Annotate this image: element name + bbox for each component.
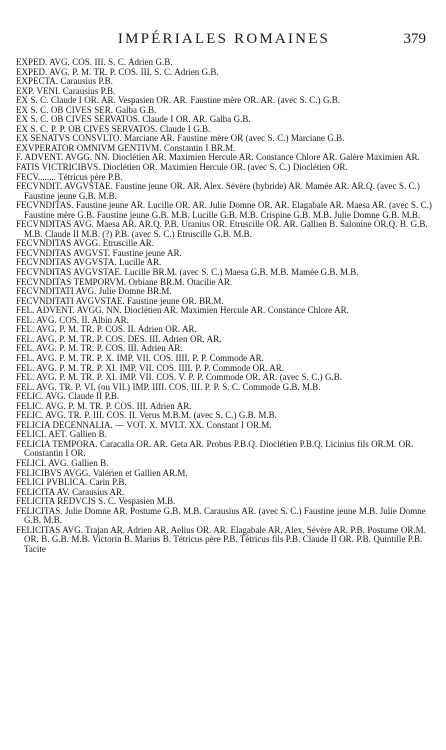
legend-entry: EX S. C. OB CIVES SERVATOS. Claude I OR. AR. Galba G.B.: [16, 114, 251, 125]
legend-entry: FECVNDITATI AVG. Julie Domne BR.M.: [16, 286, 172, 297]
legend-entry: FEL. AVG. COS. II. Albin AR.: [16, 314, 129, 325]
legend-entry: FECVNDITAS AVGG. Etruscille AR.: [16, 238, 154, 249]
legend-entry: FECVNDITAS. Faustine jeune AR. Lucille OR. AR. Julie Domne OR. AR. Elagabale AR. Maesa AR. (avec S. C.) Faustine mère G.B. Faustine jeune G.B. M.B. Lucille G.B. M.B. Crispine G.B. M.B. Julie Domne G.B. M.B.: [16, 200, 432, 220]
legend-entry: EXPECTA. Carausius P.B.: [16, 76, 113, 87]
legend-entry: FELICIBVS AVGG. Valérien et Gallien AR.M.: [16, 467, 188, 478]
legend-entry: FELICITA AV. Carausius AR.: [16, 486, 125, 497]
legend-entry: FECVNDITAS AVGVSTA. Lucille AR.: [16, 257, 162, 268]
legend-entry: FEL. AVG. P. M. TR. P. COS. III. Adrien AR.: [16, 343, 183, 354]
page-number: 379: [403, 31, 426, 47]
legend-entry: FECVNDIT. AVGVSTAE. Faustine jeune OR. AR. Alex. Sévère (hybride) AR. Mamée AR. AR.Q. (avec S. C.) Faustine jeune G.B. M.B.: [16, 181, 420, 201]
legend-entry: FECVNDITATI AVGVSTAE. Faustine jeune OR. BR.M.: [16, 295, 224, 306]
legend-entry: EX S. C. OB CIVES SER. Galba G.B.: [16, 104, 157, 115]
legend-entry: FELICITA REDVCIS S. C. Vespasien M.B.: [16, 496, 176, 507]
legend-entry: FECV........ Tétricus père P.B.: [16, 171, 123, 182]
legend-entry: FECVNDITAS AVGVSTAE. Lucille BR.M. (avec S. C.) Maesa G.B. M.B. Mamée G.B. M.B.: [16, 267, 359, 278]
legend-entry: FEL. AVG. P. M. TR. P. XI. IMP. VII. COS. V. P. P. Commode OR. AR. (avec S. C.) G.B.: [16, 372, 343, 383]
legend-entry: F. ADVENT. AVGG. NN. Dioclétien AR. Maximien Hercule AR. Constance Chlore AR. Galère Maximien AR.: [16, 152, 420, 163]
legend-entry: FEL. AVG. TR. P. VI. (ou VII.) IMP. IIII. COS. III. P. P. S. C. Commode G.B. M.B.: [16, 381, 321, 392]
legend-entry: FEL. AVG. P. M. TR. P. XI. IMP. VII. COS. IIII. P. P. Commode OR. AR.: [16, 362, 285, 373]
legend-entry: FELICI PVBLICA. Carin P.B.: [16, 477, 127, 488]
legend-entry: FELICI. AVG. Gallien B.: [16, 457, 109, 468]
legend-entry: FELIC. AVG. P. M. TR. P. COS. III. Adrien AR.: [16, 400, 192, 411]
legend-entry: FEL. AVG. P. M. TR. P. X. IMP. VII. COS. IIII. P. P. Commode AR.: [16, 352, 264, 363]
entry-list: [16, 58, 432, 554]
legend-entry: FEL. AVG. P. M. TR. P. COS. DES. III. Adrien OR. AR.: [16, 333, 222, 344]
running-title: IMPÉRIALES ROMAINES: [117, 31, 331, 47]
legend-entry: EX S. C. P. P. OB CIVES SERVATOS. Claude I G.B.: [16, 123, 211, 134]
legend-entry: EXPED. AVG. COS. III. S. C. Adrien G.B.: [16, 57, 173, 67]
legend-entry: FEL. AVG. P. M. TR. P. COS. II. Adrien OR. AR.: [16, 324, 197, 335]
legend-entry: FELICI. AET. Gallien B.: [16, 429, 107, 440]
legend-entry: EXP. VENI. Carausius P.B.: [16, 85, 116, 96]
legend-entry: FECVNDITAS TEMPORVM. Orbiane BR.M. Otacilie AR.: [16, 276, 233, 287]
legend-entry: EX S. C. Claude I OR. AR. Vespasien OR. AR. Faustine mère OR. AR. (avec S. C.) G.B.: [16, 95, 340, 106]
legend-entry: FELICIA TEMPORA. Caracalla OR. AR. Geta AR. Probus P.B.Q. Dioclétien P.B.Q. Licinius fils OR.M. OR. Constantin I OR.: [16, 438, 414, 459]
legend-entry: FELICITAS AVG. Trajan AR. Adrien AR. Aelius OR. AR. Elagabale AR. Alex. Sévère AR. P.B. Postume OR.M. OR. B. G.B. M.B. Victorin B. Marius B. Tétricus père P.B. Tétricus fils P.B. Claude II OR. P.B. Quintille P.B. Tacite: [16, 524, 426, 554]
legend-entry: EXPED. AVG. P. M. TR. P. COS. III. S. C. Adrien G.B.: [16, 66, 219, 77]
legend-entry: FEL. ADVENT. AVGG. NN. Dioclétien AR. Maximien Hercule AR. Constance Chlore AR.: [16, 305, 349, 316]
legend-entry: FELIC. AVG. Claude II P.B.: [16, 391, 120, 402]
legend-entry: FECVNDITAS AVG. Maesa AR. AR.Q. P.B. Uranius OR. Etruscille OR. AR. Gallien B. Salonine OR.Q. B. G.B. M.B. Claude II M.B. (?) P.B. (avec S. C.) Etruscille G.B. M.B.: [16, 219, 428, 239]
legend-entry: FATIS VICTRICIBVS. Dioclétien OR. Maximien Hercule OR. (avec S. C.) Dioclétien OR.: [16, 162, 348, 173]
legend-entry: FECVNDITAS AVGVST. Faustine jeune AR.: [16, 247, 182, 258]
legend-entry: EX SENATVS CONSVLTO. Marciane AR. Faustine mère OR (avec S. C.) Marciane G.B.: [16, 133, 345, 144]
legend-entry: EXVPERATOR OMNIVM GENTIVM. Constantin I BR.M.: [16, 142, 236, 153]
legend-entry: FELICITAS. Julie Domne AR. Postume G.B. M.B. Carausius AR. (avec S. C.) Faustine jeune M.B. Julie Domne G.B. M.B.: [16, 505, 426, 526]
page-header: [16, 0, 432, 58]
legend-entry: FELIC. AVG. TR. P. III. COS. II. Verus M.B.M. (avec S. C.) G.B. M.B.: [16, 410, 277, 421]
legend-entry: FELICIA DECENNALIA. — VOT. X. MVLT. XX. Constant I OR.M.: [16, 419, 272, 430]
